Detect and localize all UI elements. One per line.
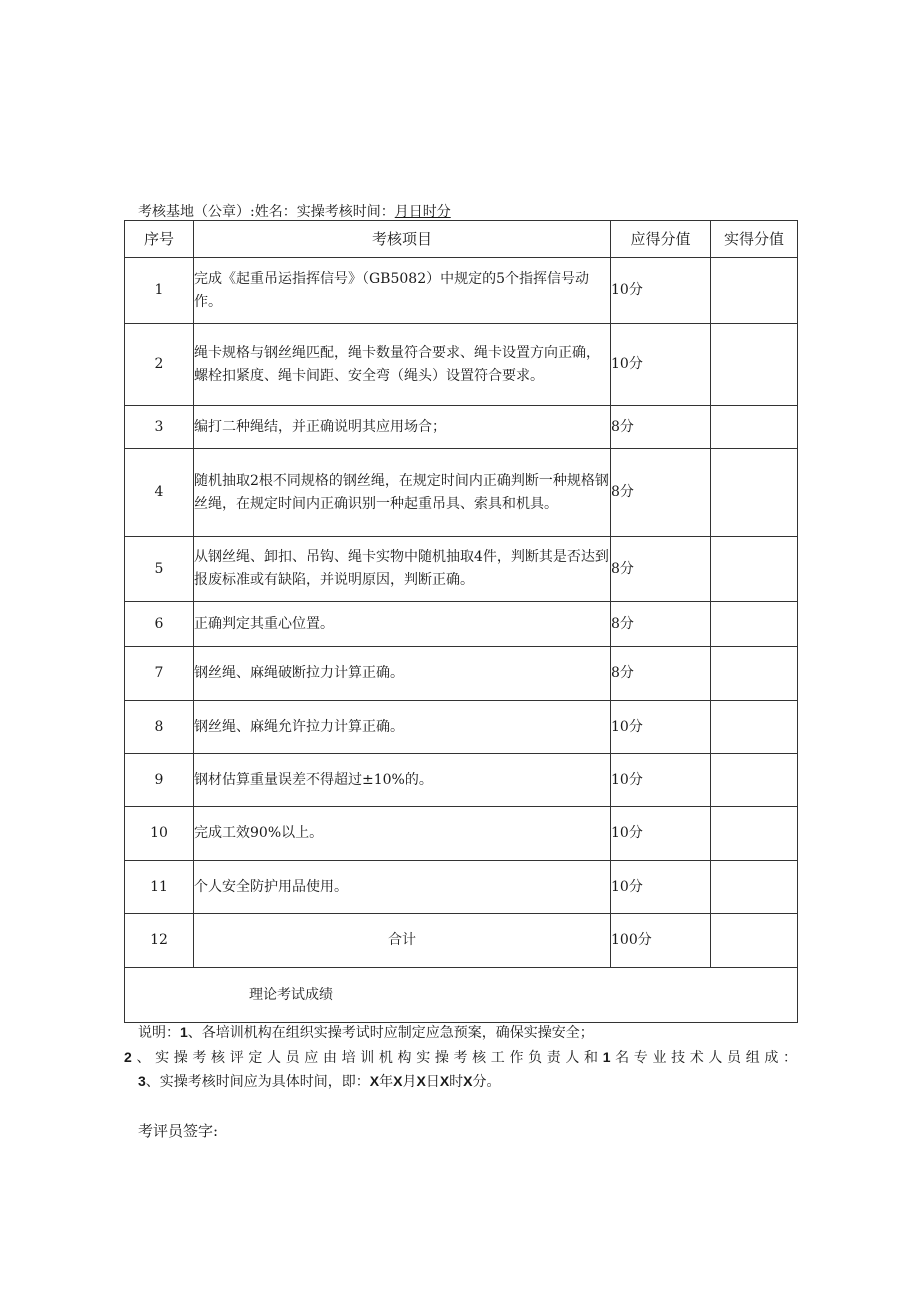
row-score: 10分: [611, 861, 711, 914]
row-item: 个人安全防护用品使用。: [194, 861, 611, 914]
row-actual-cell[interactable]: [711, 861, 798, 914]
row-no: 6: [125, 602, 194, 647]
row-actual-cell[interactable]: [711, 701, 798, 754]
row-no: 2: [125, 324, 194, 406]
table-row-total: [125, 914, 798, 968]
row-item: 编打二种绳结，并正确说明其应用场合；: [194, 406, 611, 449]
table-row: [125, 537, 798, 602]
col-header-no: 序号: [125, 221, 194, 258]
assessment-table: [124, 220, 798, 1023]
table-row: [125, 647, 798, 701]
table-row: [125, 807, 798, 861]
table-row: [125, 324, 798, 406]
row-item: 完成《起重吊运指挥信号》（GB5082）中规定的5个指挥信号动作。: [194, 258, 611, 324]
note-line-3: 3、实操考核时间应为具体时间，即：X年X月X日X时X分。: [138, 1073, 501, 1090]
table-row: [125, 701, 798, 754]
row-score: 10分: [611, 701, 711, 754]
row-score: 8分: [611, 537, 711, 602]
row-score: 8分: [611, 406, 711, 449]
row-no: 10: [125, 807, 194, 861]
row-no: 11: [125, 861, 194, 914]
theory-score-label: 理论考试成绩: [125, 968, 798, 1023]
row-actual-cell[interactable]: [711, 324, 798, 406]
row-actual-cell[interactable]: [711, 754, 798, 807]
row-item: 完成工效90%以上。: [194, 807, 611, 861]
form-header: [138, 201, 451, 221]
row-score-total: 100分: [611, 914, 711, 968]
table-row: [125, 258, 798, 324]
row-item: 正确判定其重心位置。: [194, 602, 611, 647]
note-line-1: 说明：1、各培训机构在组织实操考试时应制定应急预案，确保实操安全；: [138, 1024, 594, 1041]
row-item: 钢材估算重量误差不得超过±10%的。: [194, 754, 611, 807]
row-actual-cell[interactable]: [711, 537, 798, 602]
row-actual-cell[interactable]: [711, 914, 798, 968]
row-actual-cell[interactable]: [711, 807, 798, 861]
table-row: [125, 449, 798, 537]
row-no: 1: [125, 258, 194, 324]
table-row: [125, 406, 798, 449]
row-no: 8: [125, 701, 194, 754]
col-header-actual: 实得分值: [711, 221, 798, 258]
col-header-item: 考核项目: [194, 221, 611, 258]
row-item-total: 合计: [194, 914, 611, 968]
table-row-theory: [125, 968, 798, 1023]
header-time-field: 月日时分: [394, 204, 451, 220]
row-item: 钢丝绳、麻绳允许拉力计算正确。: [194, 701, 611, 754]
row-score: 8分: [611, 647, 711, 701]
row-score: 8分: [611, 602, 711, 647]
row-item: 钢丝绳、麻绳破断拉力计算正确。: [194, 647, 611, 701]
table-row: [125, 861, 798, 914]
row-no: 5: [125, 537, 194, 602]
row-actual-cell[interactable]: [711, 602, 798, 647]
row-score: 10分: [611, 258, 711, 324]
row-score: 10分: [611, 807, 711, 861]
examiner-signature-label: 考评员签字:: [138, 1122, 219, 1140]
row-score: 10分: [611, 754, 711, 807]
note-line-2: 2、实操考核评定人员应由培训机构实操考核工作负责人和1名专业技术人员组成：: [124, 1049, 798, 1066]
row-item: 绳卡规格与钢丝绳匹配，绳卡数量符合要求、绳卡设置方向正确，螺栓扣紧度、绳卡间距、安全弯（绳头）设置符合要求。: [194, 324, 611, 406]
row-no: 4: [125, 449, 194, 537]
row-item: 随机抽取2根不同规格的钢丝绳，在规定时间内正确判断一种规格钢丝绳，在规定时间内正确识别一种起重吊具、索具和机具。: [194, 449, 611, 537]
row-score: 10分: [611, 324, 711, 406]
row-no: 3: [125, 406, 194, 449]
row-score: 8分: [611, 449, 711, 537]
row-actual-cell[interactable]: [711, 258, 798, 324]
col-header-score: 应得分值: [611, 221, 711, 258]
row-actual-cell[interactable]: [711, 449, 798, 537]
header-prefix: 考核基地（公章）:姓名：实操考核时间：: [138, 204, 395, 220]
row-item: 从钢丝绳、卸扣、吊钩、绳卡实物中随机抽取4件，判断其是否达到报废标准或有缺陷，并说明原因，判断正确。: [194, 537, 611, 602]
row-actual-cell[interactable]: [711, 647, 798, 701]
table-row: [125, 602, 798, 647]
row-actual-cell[interactable]: [711, 406, 798, 449]
row-no: 7: [125, 647, 194, 701]
row-no: 12: [125, 914, 194, 968]
table-header-row: [125, 221, 798, 258]
table-row: [125, 754, 798, 807]
row-no: 9: [125, 754, 194, 807]
